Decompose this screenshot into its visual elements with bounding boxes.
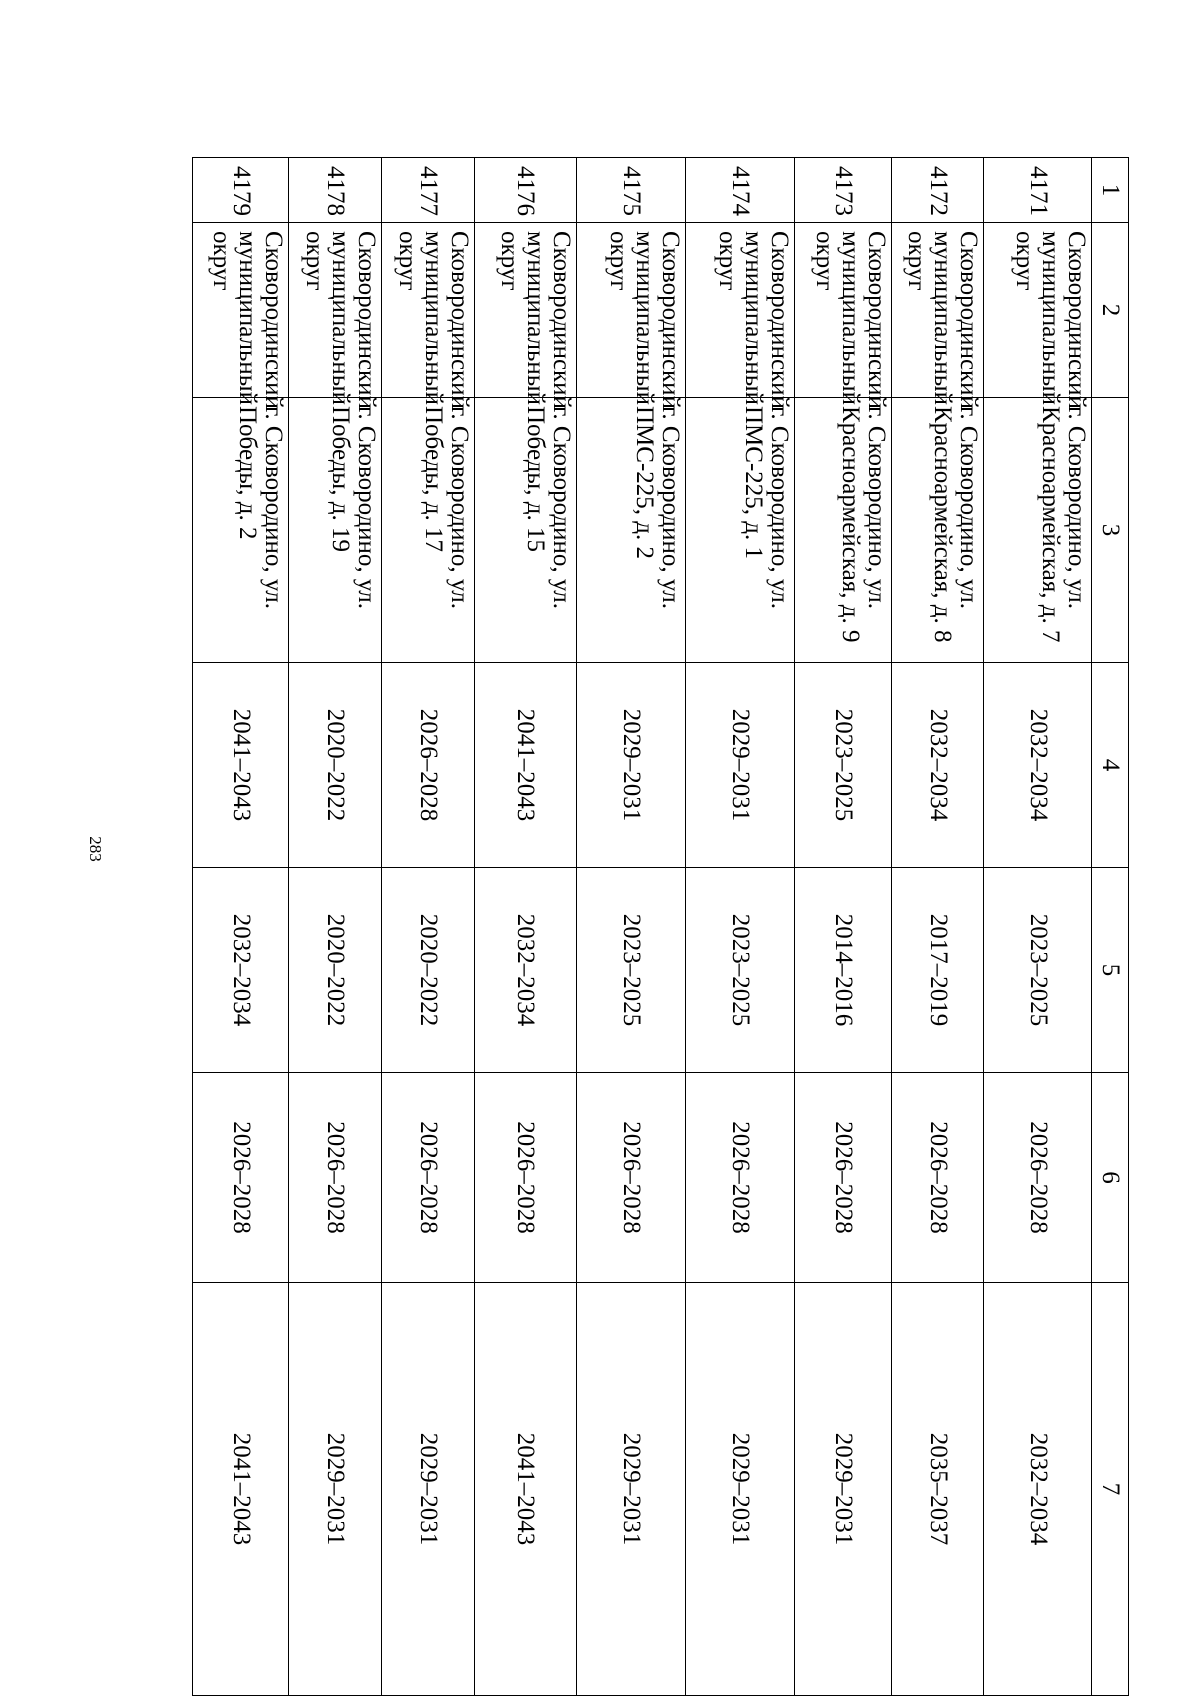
- column-header: 1: [1092, 158, 1129, 223]
- period-cell: 2032–2034: [474, 868, 576, 1073]
- period-cell: 2026–2028: [193, 1073, 289, 1283]
- period-cell: 2041–2043: [474, 1283, 576, 1696]
- address-cell: г. Сковородино, ул. Красноармейская, д. 9: [794, 398, 891, 663]
- table-row: [891, 158, 984, 1696]
- page-number: 283: [86, 836, 105, 862]
- period-cell: 2026–2028: [984, 1073, 1092, 1283]
- row-number: 4172: [891, 158, 984, 223]
- period-cell: 2032–2034: [984, 663, 1092, 868]
- district-cell: Сковородинский муниципальный округ: [381, 223, 474, 398]
- district-cell: Сковородинский муниципальный округ: [685, 223, 794, 398]
- period-cell: 2026–2028: [891, 1073, 984, 1283]
- column-header: 7: [1092, 1283, 1129, 1696]
- address-cell: г. Сковородино, ул. Победы, д. 2: [193, 398, 289, 663]
- row-number: 4171: [984, 158, 1092, 223]
- district-cell: Сковородинский муниципальный округ: [474, 223, 576, 398]
- table-row: [685, 158, 794, 1696]
- district-cell: Сковородинский муниципальный округ: [193, 223, 289, 398]
- table-row: [794, 158, 891, 1696]
- period-cell: 2035–2037: [891, 1283, 984, 1696]
- period-cell: 2023–2025: [577, 868, 686, 1073]
- table-row: [193, 158, 289, 1696]
- district-cell: Сковородинский муниципальный округ: [289, 223, 382, 398]
- address-cell: г. Сковородино, ул. Победы, д. 15: [474, 398, 576, 663]
- address-cell: г. Сковородино, ул. Красноармейская, д. 8: [891, 398, 984, 663]
- period-cell: 2026–2028: [289, 1073, 382, 1283]
- period-cell: 2026–2028: [794, 1073, 891, 1283]
- district-cell: Сковородинский муниципальный округ: [984, 223, 1092, 398]
- period-cell: 2041–2043: [193, 663, 289, 868]
- period-cell: 2029–2031: [381, 1283, 474, 1696]
- period-cell: 2029–2031: [577, 663, 686, 868]
- period-cell: 2029–2031: [289, 1283, 382, 1696]
- period-cell: 2032–2034: [984, 1283, 1092, 1696]
- row-number: 4177: [381, 158, 474, 223]
- address-cell: г. Сковородино, ул. ПМС-225, д. 2: [577, 398, 686, 663]
- column-header: 4: [1092, 663, 1129, 868]
- period-cell: 2029–2031: [794, 1283, 891, 1696]
- schedule-table: [192, 157, 1129, 1696]
- row-number: 4179: [193, 158, 289, 223]
- table-row: [289, 158, 382, 1696]
- period-cell: 2020–2022: [289, 868, 382, 1073]
- address-cell: г. Сковородино, ул. ПМС-225, д. 1: [685, 398, 794, 663]
- period-cell: 2017–2019: [891, 868, 984, 1073]
- period-cell: 2026–2028: [685, 1073, 794, 1283]
- period-cell: 2014–2016: [794, 868, 891, 1073]
- column-header: 3: [1092, 398, 1129, 663]
- address-cell: г. Сковородино, ул. Победы, д. 17: [381, 398, 474, 663]
- table-row: [381, 158, 474, 1696]
- period-cell: 2041–2043: [474, 663, 576, 868]
- period-cell: 2023–2025: [984, 868, 1092, 1073]
- rotated-table-container: [192, 157, 1129, 1695]
- row-number: 4175: [577, 158, 686, 223]
- period-cell: 2026–2028: [577, 1073, 686, 1283]
- table-row: [577, 158, 686, 1696]
- table-body: [193, 158, 1129, 1696]
- district-cell: Сковородинский муниципальный округ: [891, 223, 984, 398]
- period-cell: 2023–2025: [685, 868, 794, 1073]
- row-number: 4173: [794, 158, 891, 223]
- table-row: [984, 158, 1092, 1696]
- column-header: 6: [1092, 1073, 1129, 1283]
- period-cell: 2023–2025: [794, 663, 891, 868]
- column-header: 2: [1092, 223, 1129, 398]
- table-row: [474, 158, 576, 1696]
- address-cell: г. Сковородино, ул. Победы, д. 19: [289, 398, 382, 663]
- period-cell: 2020–2022: [289, 663, 382, 868]
- period-cell: 2026–2028: [381, 663, 474, 868]
- period-cell: 2029–2031: [577, 1283, 686, 1696]
- period-cell: 2020–2022: [381, 868, 474, 1073]
- table-header-row: [1092, 158, 1129, 1696]
- column-header: 5: [1092, 868, 1129, 1073]
- address-cell: г. Сковородино, ул. Красноармейская, д. 7: [984, 398, 1092, 663]
- period-cell: 2041–2043: [193, 1283, 289, 1696]
- district-cell: Сковородинский муниципальный округ: [794, 223, 891, 398]
- row-number: 4174: [685, 158, 794, 223]
- row-number: 4178: [289, 158, 382, 223]
- period-cell: 2029–2031: [685, 1283, 794, 1696]
- period-cell: 2026–2028: [474, 1073, 576, 1283]
- row-number: 4176: [474, 158, 576, 223]
- period-cell: 2032–2034: [193, 868, 289, 1073]
- period-cell: 2029–2031: [685, 663, 794, 868]
- district-cell: Сковородинский муниципальный округ: [577, 223, 686, 398]
- period-cell: 2026–2028: [381, 1073, 474, 1283]
- period-cell: 2032–2034: [891, 663, 984, 868]
